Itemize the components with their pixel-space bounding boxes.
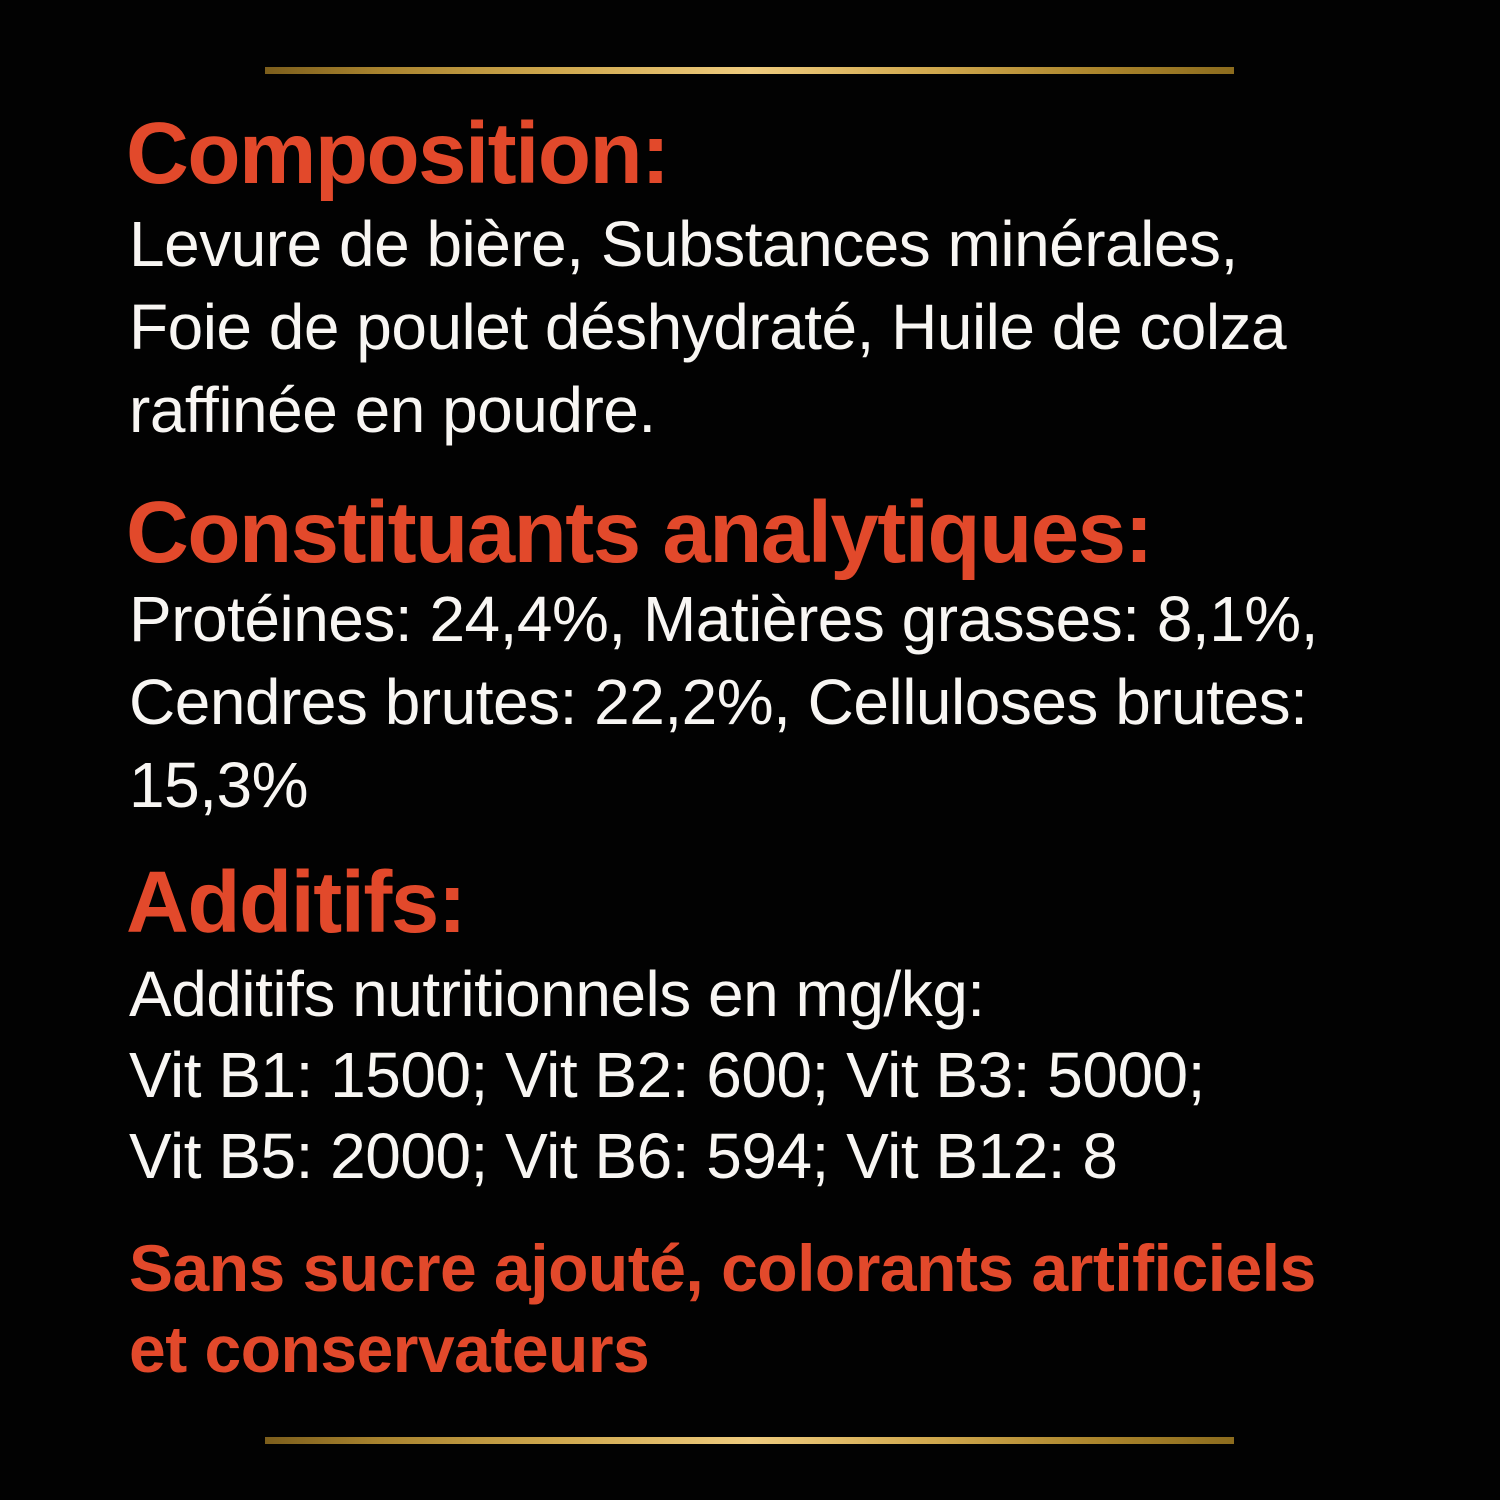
top-gold-rule (265, 67, 1234, 74)
additives-line-3: Vit B5: 2000; Vit B6: 594; Vit B12: 8 (129, 1120, 1118, 1192)
analytical-constituents-heading: Constituants analytiques: (126, 484, 1152, 581)
composition-line-2: Foie de poulet déshydraté, Huile de colza (129, 291, 1287, 363)
claim-line-1: Sans sucre ajouté, colorants artificiels (129, 1231, 1316, 1305)
analytical-line-1: Protéines: 24,4%, Matières grasses: 8,1%, (129, 583, 1318, 655)
additives-line-2: Vit B1: 1500; Vit B2: 600; Vit B3: 5000; (129, 1039, 1205, 1111)
analytical-line-3: 15,3% (129, 749, 308, 821)
additives-line-1: Additifs nutritionnels en mg/kg: (129, 958, 985, 1030)
composition-text (129, 203, 1286, 452)
composition-line-3: raffinée en poudre. (129, 374, 656, 446)
composition-heading: Composition: (126, 105, 669, 202)
no-additives-claim (129, 1228, 1316, 1390)
additives-text (129, 954, 1205, 1197)
analytical-line-2: Cendres brutes: 22,2%, Celluloses brutes: (129, 666, 1308, 738)
analytical-constituents-text (129, 578, 1318, 827)
claim-line-2: et conservateurs (129, 1312, 650, 1386)
bottom-gold-rule (265, 1437, 1234, 1444)
composition-line-1: Levure de bière, Substances minérales, (129, 208, 1238, 280)
additives-heading: Additifs: (126, 854, 466, 951)
